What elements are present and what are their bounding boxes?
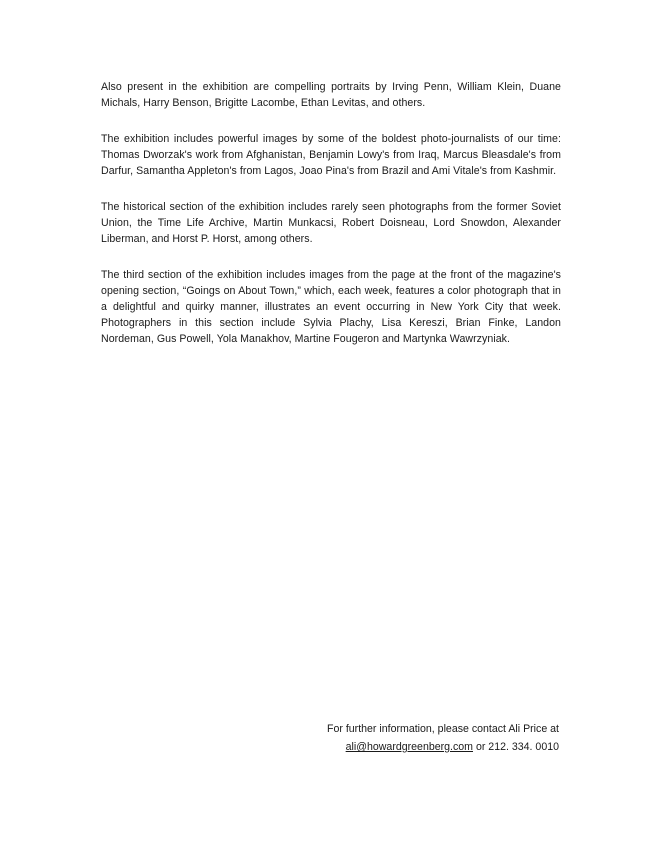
contact-email-link[interactable]: ali@howardgreenberg.com — [345, 741, 473, 753]
paragraph-portraits: Also present in the exhibition are compelling portraits by Irving Penn, William Klein, Duane Michals, Harry Benson, Brigitte Lacombe, Ethan Levitas, and others. — [101, 81, 561, 109]
contact-phone: or 212. 334. 0010 — [473, 741, 559, 753]
contact-intro: For further information, please contact Ali Price at — [327, 723, 559, 735]
paragraph-photojournalists: The exhibition includes powerful images by some of the boldest photo-journalists of our time: Thomas Dworzak's work from Afghanistan, Benjamin Lowy's from Iraq, Marcus Bleasdale's from Darfur, Samantha Appleton's from Lagos, Joao Pina's from Brazil and Ami Vitale's from Kashmir. — [101, 133, 561, 177]
paragraph-third-section: The third section of the exhibition includes images from the page at the front of the magazine's opening section, “Goings on About Town,” which, each week, features a color photograph that in a delightful and quirky manner, illustrates an event occurring in New York City that week. Photographers in this section include Sylvia Plachy, Lisa Kereszi, Brian Finke, Landon Nordeman, Gus Powell, Yola Manakhov, Martine Fougeron and Martynka Wawrzyniak. — [101, 269, 561, 345]
body-text — [101, 79, 561, 367]
paragraph-historical-section: The historical section of the exhibition includes rarely seen photographs from the former Soviet Union, the Time Life Archive, Martin Munkacsi, Robert Doisneau, Lord Snowdon, Alexander Liberman, and Horst P. Horst, among others. — [101, 201, 561, 245]
contact-block — [327, 720, 559, 756]
contact-details-line — [327, 738, 559, 756]
